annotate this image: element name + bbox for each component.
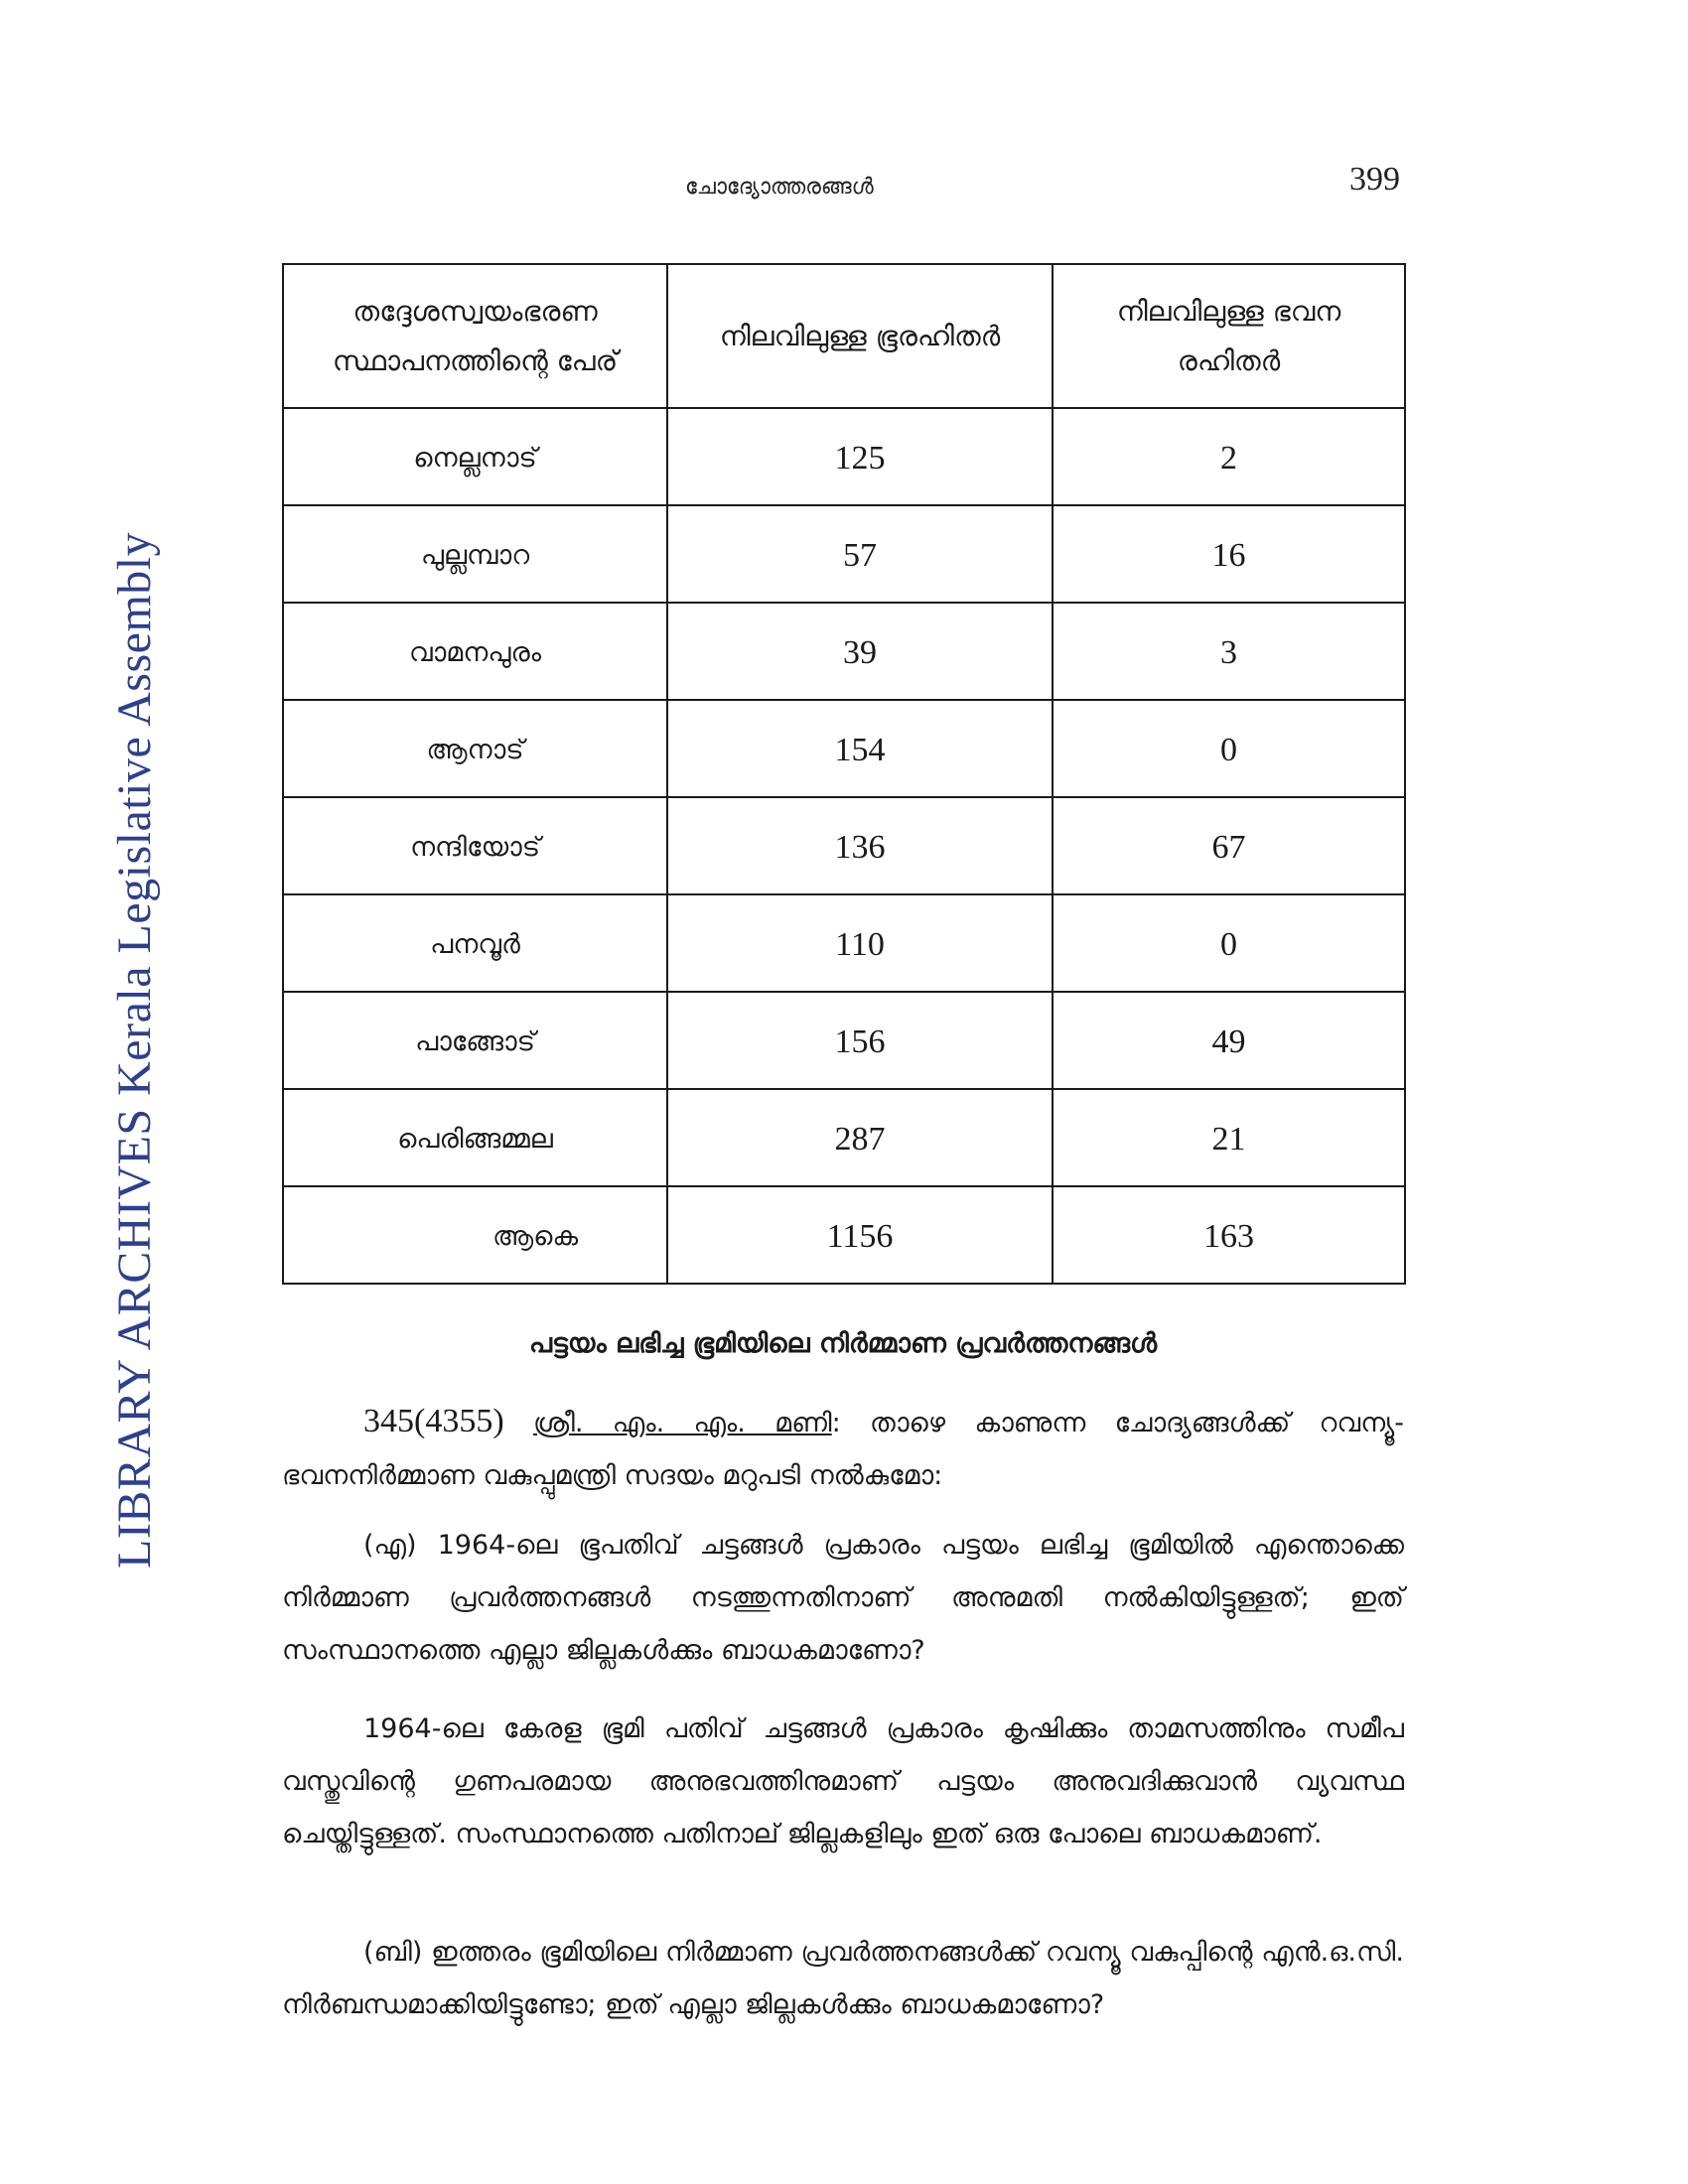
column-header-homeless: നിലവിലുള്ള ഭവന രഹിതർ xyxy=(1053,264,1405,408)
column-header-landless: നിലവിലുള്ള ഭൂരഹിതർ xyxy=(667,264,1053,408)
row-name: പെരിങ്ങമ്മല xyxy=(283,1089,667,1186)
row-landless: 110 xyxy=(667,894,1053,992)
row-landless: 136 xyxy=(667,797,1053,894)
table-row xyxy=(283,505,1405,603)
question-intro-text: : താഴെ കാണുന്ന ചോദ്യങ്ങൾക്ക് റവന്യൂ-ഭവനനിർമ്മാണ വകുപ്പുമന്ത്രി സദയം മറുപടി നൽകുമോ: xyxy=(282,1408,1404,1491)
table-row xyxy=(283,1089,1405,1186)
row-homeless: 16 xyxy=(1053,505,1405,603)
total-landless: 1156 xyxy=(667,1186,1053,1284)
row-name: വാമനപുരം xyxy=(283,603,667,700)
row-homeless: 67 xyxy=(1053,797,1405,894)
row-landless: 39 xyxy=(667,603,1053,700)
row-homeless: 2 xyxy=(1053,408,1405,505)
question-number: 345(4355) xyxy=(363,1403,504,1439)
total-homeless: 163 xyxy=(1053,1186,1405,1284)
row-landless: 57 xyxy=(667,505,1053,603)
table-header-row xyxy=(283,264,1405,408)
row-name: നെല്ലനാട് xyxy=(283,408,667,505)
question-intro xyxy=(282,1395,1404,1502)
question-b: (ബി) ഇത്തരം ഭൂമിയിലെ നിർമ്മാണ പ്രവർത്തനങ്ങൾക്ക് റവന്യൂ വകുപ്പിന്റെ എൻ.ഒ.സി. നിർബന്ധമാക്കിയിട്ടുണ്ടോ; ഇത് എല്ലാ ജില്ലകൾക്കും ബാധകമാണോ? xyxy=(282,1937,1404,2020)
row-name: പുല്ലമ്പാറ xyxy=(283,505,667,603)
row-name: പാങ്ങോട് xyxy=(283,992,667,1089)
table-row xyxy=(283,894,1405,992)
row-homeless: 3 xyxy=(1053,603,1405,700)
table-row xyxy=(283,797,1405,894)
row-homeless: 0 xyxy=(1053,894,1405,992)
section-heading: പട്ടയം ലഭിച്ച ഭൂമിയിലെ നിർമ്മാണ പ്രവർത്തനങ്ങൾ xyxy=(528,1328,1158,1359)
row-landless: 154 xyxy=(667,700,1053,797)
total-label: ആകെ xyxy=(283,1186,667,1284)
row-landless: 125 xyxy=(667,408,1053,505)
member-name: ശ്രീ. എം. എം. മണി xyxy=(532,1408,832,1438)
row-landless: 287 xyxy=(667,1089,1053,1186)
row-homeless: 0 xyxy=(1053,700,1405,797)
page-number: 399 xyxy=(1349,161,1400,198)
table-row xyxy=(283,408,1405,505)
running-title: ചോദ്യോത്തരങ്ങൾ xyxy=(685,175,874,200)
row-homeless: 49 xyxy=(1053,992,1405,1089)
row-name: പനവൂർ xyxy=(283,894,667,992)
answer-a: 1964-ലെ കേരള ഭൂമി പതിവ് ചട്ടങ്ങൾ പ്രകാരം കൃഷിക്കും താമസത്തിനും സമീപ വസ്തുവിന്റെ ഗുണപരമായ അനുഭവത്തിനുമാണ് പട്ടയം അനുവദിക്കുവാൻ വ്യവസ്ഥ ചെയ്തിട്ടുള്ളത്. സംസ്ഥാനത്തെ പതിനാല് ജില്ലകളിലും ഇത് ഒരു പോലെ ബാധകമാണ്. xyxy=(282,1713,1404,1849)
row-name: നന്ദിയോട് xyxy=(283,797,667,894)
table-row xyxy=(283,992,1405,1089)
column-header-institution: തദ്ദേശസ്വയംഭരണ സ്ഥാപനത്തിന്റെ പേര് xyxy=(283,264,667,408)
question-a: (എ) 1964-ലെ ഭൂപതിവ് ചട്ടങ്ങൾ പ്രകാരം പട്ടയം ലഭിച്ച ഭൂമിയിൽ എന്തൊക്കെ നിർമ്മാണ പ്രവർത്തനങ്ങൾ നടത്തുന്നതിനാണ് അനുമതി നൽകിയിട്ടുള്ളത്; ഇത് സംസ്ഥാനത്തെ എല്ലാ ജില്ലകൾക്കും ബാധകമാണോ? xyxy=(282,1530,1404,1666)
row-name: ആനാട് xyxy=(283,700,667,797)
row-homeless: 21 xyxy=(1053,1089,1405,1186)
archive-watermark: LIBRARY ARCHIVES Kerala Legislative Assembly xyxy=(108,531,161,1569)
table-total-row xyxy=(283,1186,1405,1284)
landless-homeless-table xyxy=(282,263,1406,1285)
table-row xyxy=(283,603,1405,700)
table-row xyxy=(283,700,1405,797)
row-landless: 156 xyxy=(667,992,1053,1089)
